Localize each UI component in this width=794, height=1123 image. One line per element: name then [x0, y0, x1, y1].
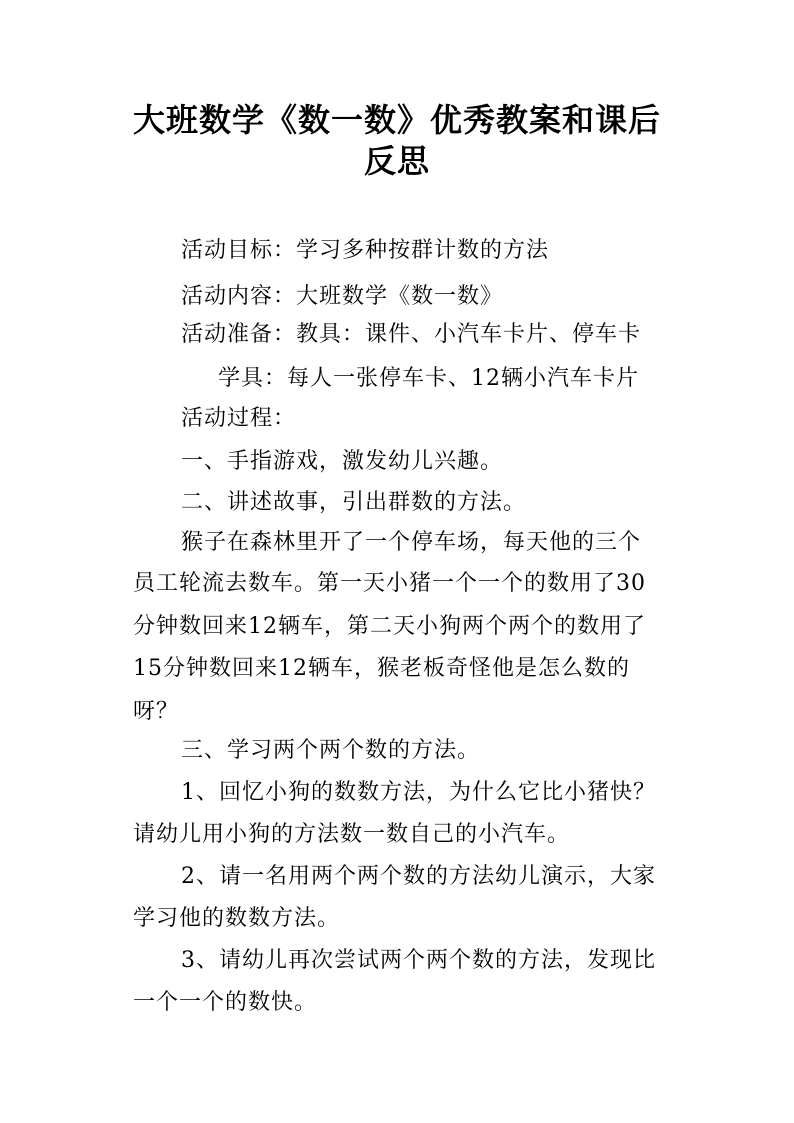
- activity-content: 活动内容：大班数学《数一数》: [181, 284, 504, 309]
- substep-two-line: 学习他的数数方法。: [133, 906, 341, 931]
- substep-one-line: 1、回忆小狗的数数方法，为什么它比小猪快？: [181, 780, 656, 805]
- document-title-line-1: 大班数学《数一数》优秀教案和课后: [132, 101, 661, 139]
- activity-preparation: 活动准备：教具：课件、小汽车卡片、停车卡: [181, 322, 642, 347]
- step-three: 三、学习两个两个数的方法。: [181, 738, 481, 763]
- story-paragraph-line: 15分钟数回来12辆车，猴老板奇怪他是怎么数的: [133, 656, 630, 681]
- activity-process-heading: 活动过程：: [181, 406, 297, 431]
- document-title-line-2: 反思: [363, 142, 430, 180]
- substep-two-line: 2、请一名用两个两个数的方法幼儿演示，大家: [181, 864, 656, 889]
- story-paragraph-line: 员工轮流去数车。第一天小猪一个一个的数用了30: [133, 571, 646, 596]
- step-two: 二、讲述故事，引出群数的方法。: [181, 490, 527, 515]
- story-paragraph-line: 分钟数回来12辆车，第二天小狗两个两个的数用了: [133, 614, 646, 639]
- substep-one-line: 请幼儿用小狗的方法数一数自己的小汽车。: [133, 822, 571, 847]
- activity-goal: 活动目标：学习多种按群计数的方法: [181, 238, 550, 263]
- student-materials: 学具：每人一张停车卡、12辆小汽车卡片: [218, 366, 639, 391]
- step-one: 一、手指游戏，激发幼儿兴趣。: [181, 449, 504, 474]
- story-paragraph-line: 猴子在森林里开了一个停车场，每天他的三个: [181, 530, 642, 555]
- substep-three-line: 一个一个的数快。: [133, 990, 318, 1015]
- story-paragraph-line: 呀？: [133, 699, 180, 724]
- substep-three-line: 3、请幼儿再次尝试两个两个数的方法，发现比: [181, 948, 656, 973]
